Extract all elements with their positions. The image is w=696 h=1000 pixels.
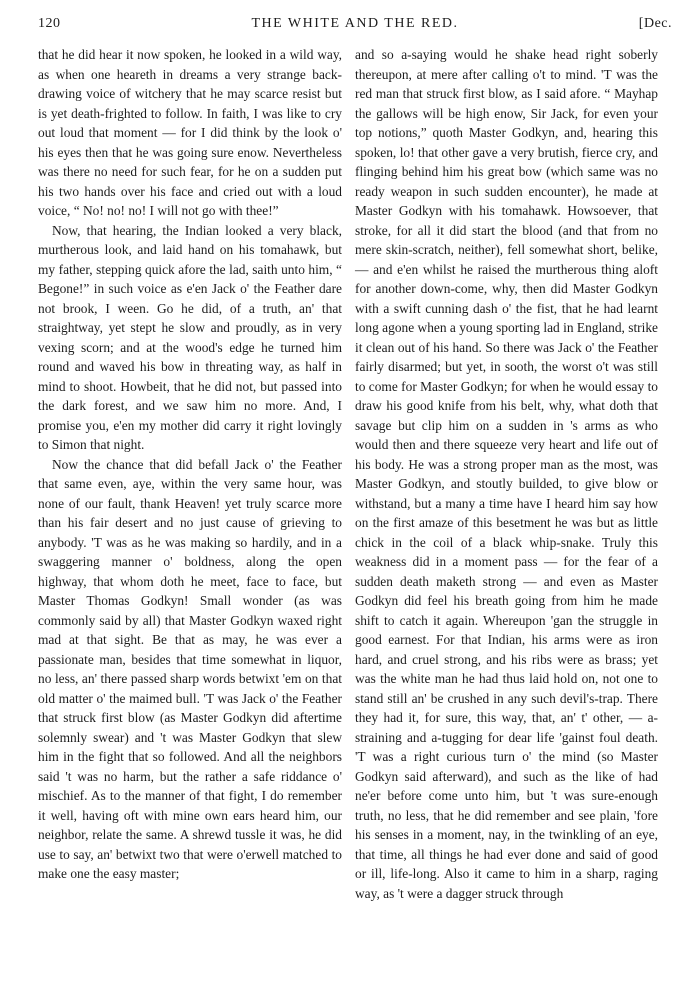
page-number: 120 <box>38 16 61 31</box>
paragraph-continued: and so a-saying would he shake head right soberly thereupon, at mere after calling o't to mind. 'T was the red man that struck first blow, as I said afore. “ Mayhap the gallows will be high enow, Sir Jack, for even your top notions,” quoth Master Godkyn, and, hearing this spoken, lo! that other gave a very brutish, fierce cry, and flinging behind him his great bow (which same was no ready weapon in such sudden encounter), he made at Master Godkyn with his tomahawk. Howsoever, that stroke, for all it did start the blood (and that from no mere skin-scratch, neither), fell somewhat short, belike, — and e'en whilst he raised the murtherous thing aloft for another down-come, why, then did Master Godkyn with a swift cunning dash o' the fist, that he had learnt long agone when a young sporting lad in England, strike it clean out of his hand. So there was Jack o' the Feather fairly disarmed; but yet, in sooth, the worst o't was still to come for Master Godkyn; for when he would essay to draw his good knife from his belt, why, what doth that savage but clip him on a sudden in 's arms as who would then and there squeeze very heart and life out of his body. He was a strong proper man as the most, was Master Godkyn, and stoutly builded, to give blow or withstand, but a many a time have I heard him say how on the first amaze of this besetment he was but as little chick in the coil of a black whip-snake. Truly this weakness did in a moment pass — for the fear of a sudden death maketh strong — and even as Master Godkyn did feel his breath going from him he made shift to catch it again. Whereupon 'gan the struggle in good earnest. For that Indian, his arms were as iron hard, and cruel strong, and his ribs were as brass; yet was the white man he had thus laid hold on, not one to stand still an' be crushed in any such devil's-trap. There they had it, for sure, this way, that, an' t' other, — a-straining and a-tugging for dear life 'gainst foul death. 'T was a right curious turn o' the mind (so Master Godkyn said afterward), and such as the like of had ne'er before come unto him, but 't was sure-enough truth, no less, that he did remember and see plain, 'fore his senses in a moment, nay, in the twinkling of an eye, that time, all things he had ever done and said of good or ill, life-long. Also it came to him in a sharp, raging way, as 't were a dagger struck through <box>355 47 658 901</box>
running-head <box>38 16 672 36</box>
running-title: THE WHITE AND THE RED. <box>251 16 459 31</box>
paragraph: Now the chance that did befall Jack o' the Feather that same even, aye, within the very same hour, was none of our fault, thank Heaven! yet truly scarce more than his fair desert and no just cause of grieving to anybody. 'T was as he was making so hardily, and in a swaggering manner o' boldness, along the open highway, that whom doth he meet, face to face, but Master Thomas Godkyn! Small wonder (as was commonly said by all) that Master Godkyn waxed right mad at that sight. Be that as may, he was ever a passionate man, besides that time somewhat in liquor, no less, an' there passed sharp words betwixt 'em on that old matter o' the maimed bull. 'T was Jack o' the Feather that struck first blow (as Master Godkyn did aftertime solemnly swear) and 't was Master Godkyn that slew him in the fight that so followed. And all the neighbors said 't was no harm, but the rather a safe riddance o' mischief. As to the manner of that fight, I do remember it well, having oft with mine own ears heard him, our neighbor, relate the same. A shrewd tussle it was, he did use to say, an' betwixt two that were o'erwell matched to make one the easy master; <box>38 456 342 881</box>
issue-month: [Dec. <box>638 16 672 31</box>
paragraph: Now, that hearing, the Indian looked a very black, murtherous look, and laid hand on his tomahawk, but my father, stepping quick afore the lad, saith unto him, “ Begone!” in such voice as e'en Jack o' the Feather dare not brook, I ween. Go he did, of a truth, an' that straightway, yet stept he slow and proudly, as in very vexing scorn; and at the wood's edge he turned him round and waved his bow in threating way, as half in mind to shoot. Howbeit, that he did not, but passed into the dark forest, and we saw him no more. And, I promise you, e'en my mother did carry it right lovingly to Simon that night. <box>38 222 342 452</box>
right-column <box>355 45 658 903</box>
left-column <box>38 45 342 884</box>
paragraph-continued: that he did hear it now spoken, he looked in a wild way, as when one heareth in dreams a very strange back-drawing voice of witchery that he may scarce resist but is yet death-frighted to follow. In faith, I was like to cry out loud that moment — for I did think by the look o' his eyes then that he was going sure enow. Nevertheless was there no need for such fear, for he on a sudden put his two hands over his face and cried out with a loud voice, “ No! no! no! I will not go with thee!” <box>38 47 342 218</box>
